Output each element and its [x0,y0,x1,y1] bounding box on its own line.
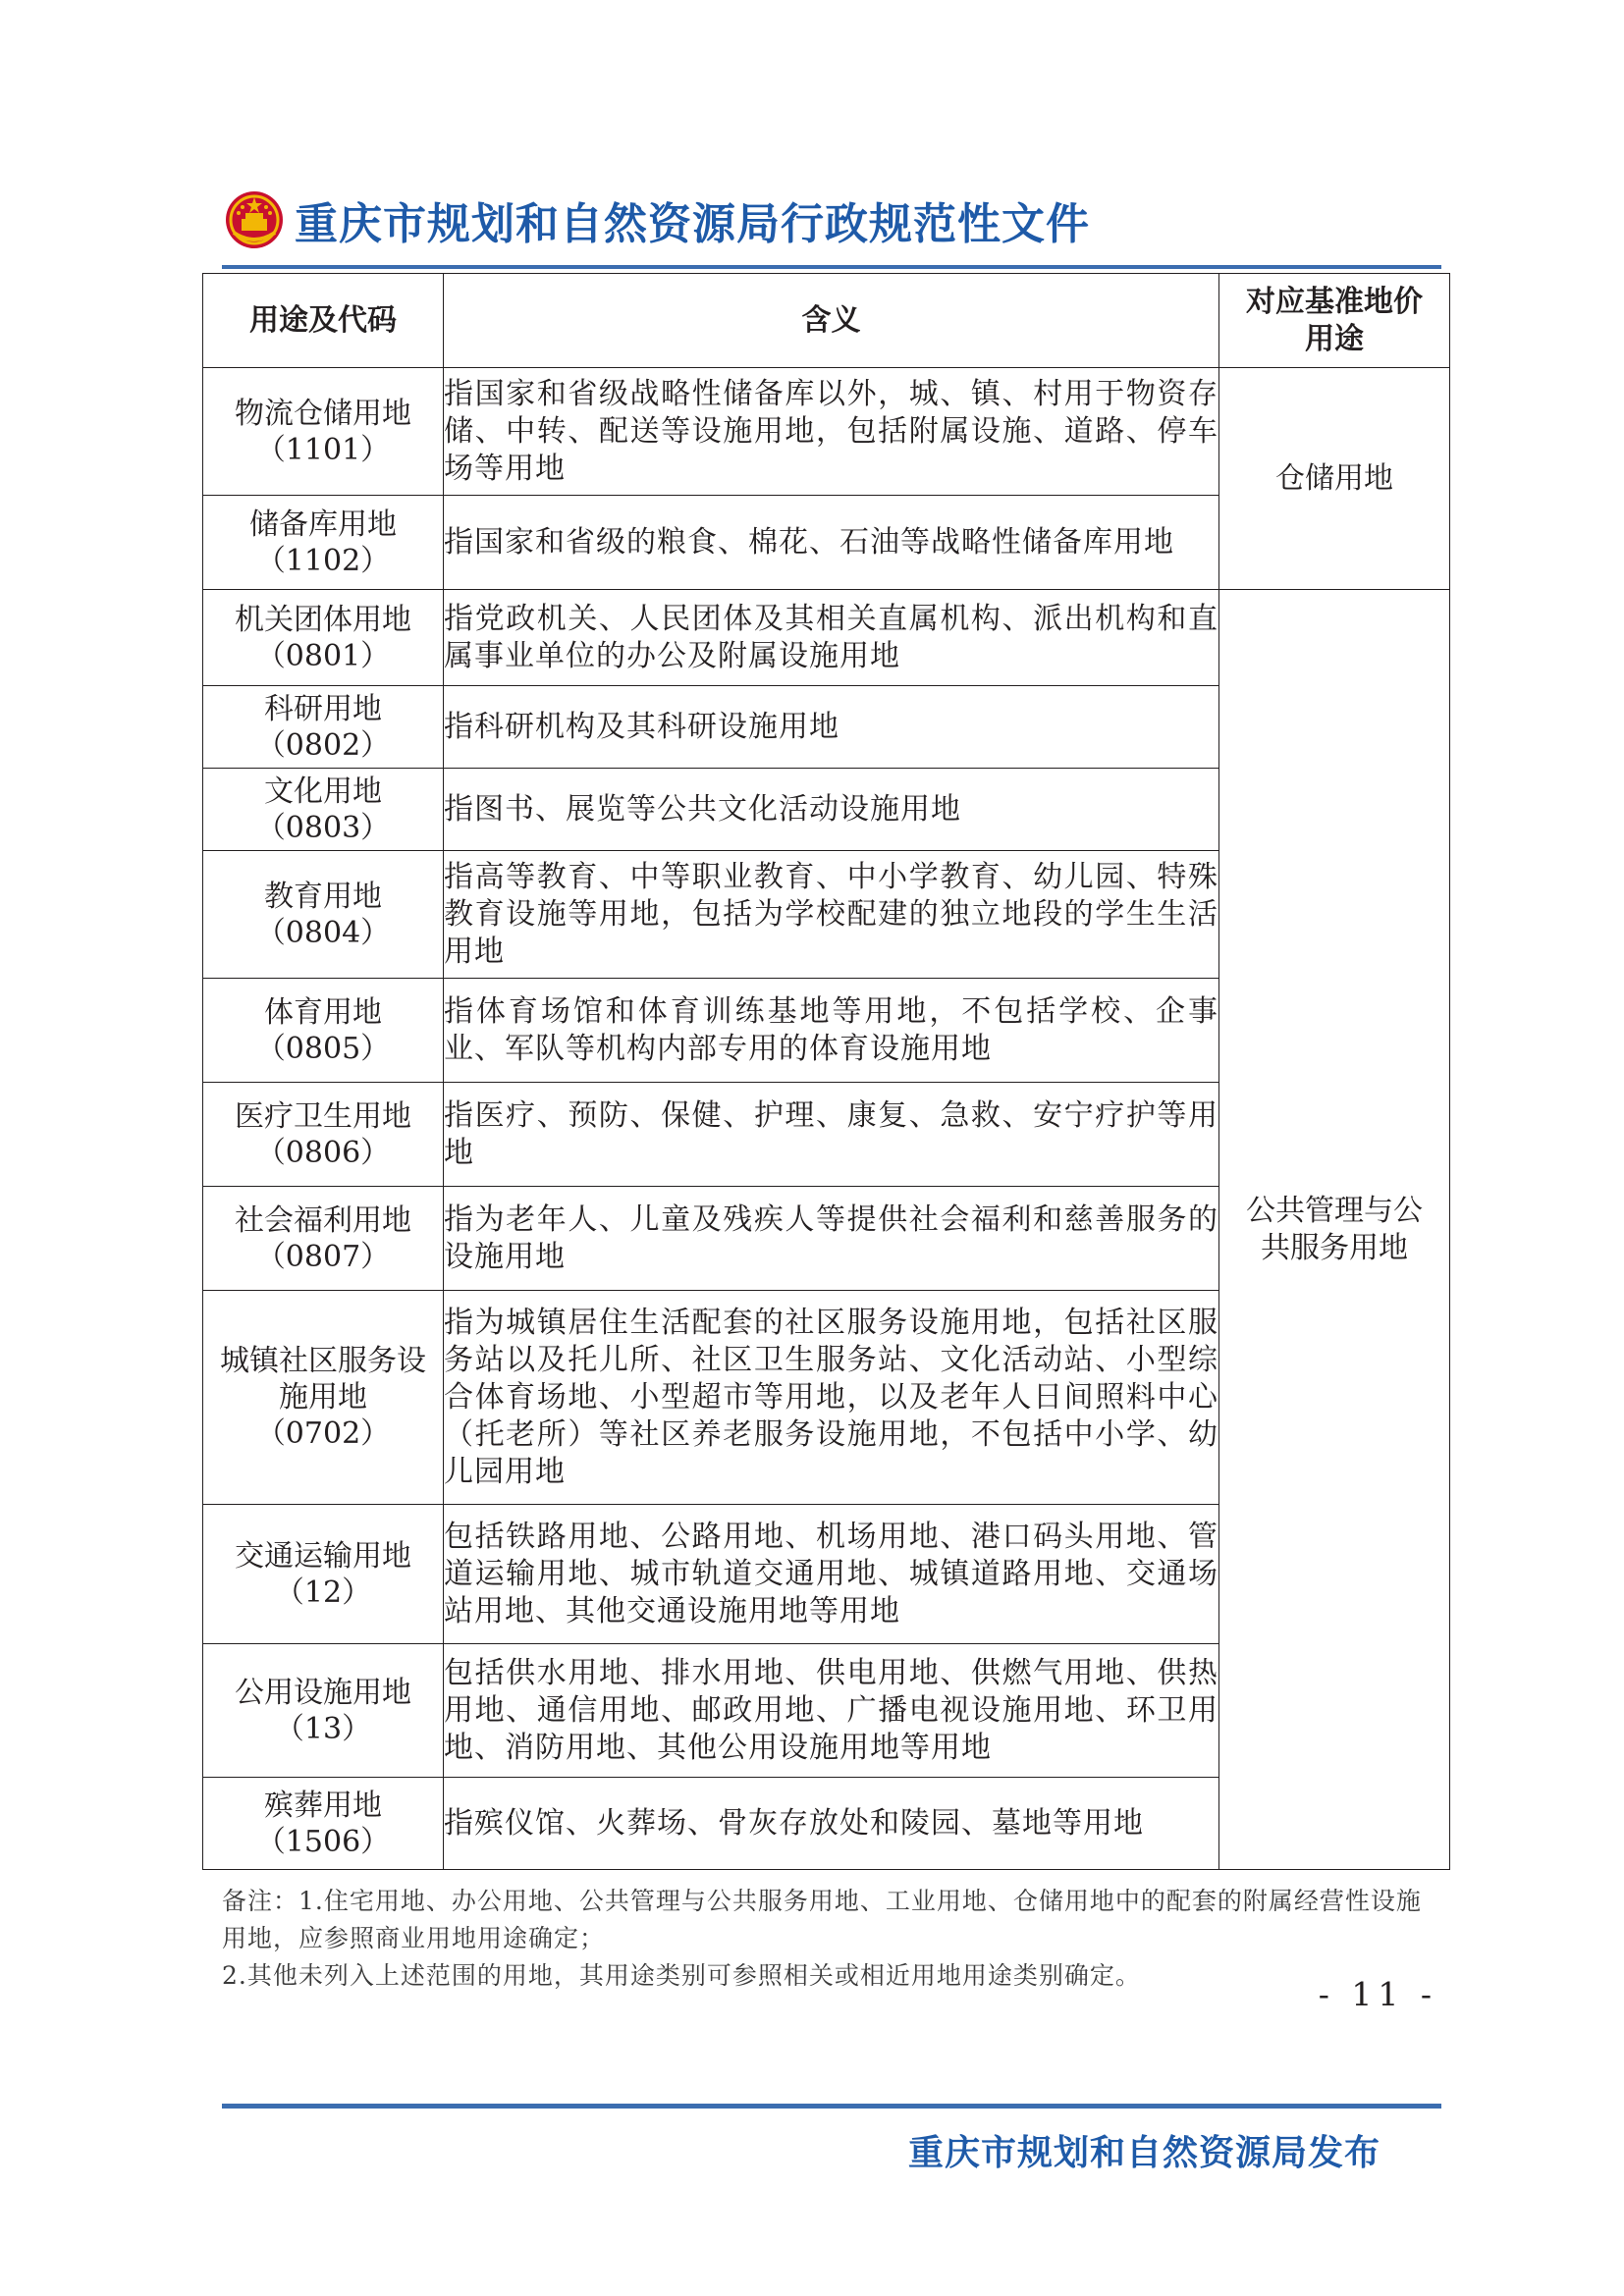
note-1: 备注：1.住宅用地、办公用地、公共管理与公共服务用地、工业用地、仓储用地中的配套的附属经营性设施用地，应参照商业用地用途确定； [222,1887,1422,1952]
document-title: 重庆市规划和自然资源局行政规范性文件 [295,199,1090,249]
meaning-cell: 指图书、展览等公共文化活动设施用地 [444,769,1219,851]
use-cell: 交通运输用地 （12） [203,1505,444,1644]
use-cell: 机关团体用地 （0801） [203,590,444,686]
use-cell: 科研用地 （0802） [203,686,444,769]
meaning-cell: 指高等教育、中等职业教育、中小学教育、幼儿园、特殊教育设施等用地，包括为学校配建的独立地段的学生生活用地 [444,851,1219,979]
use-cell: 社会福利用地 （0807） [203,1187,444,1291]
column-header-base-price-use: 对应基准地价用途 [1219,274,1450,368]
page-number: - 11 - [1318,1975,1437,2013]
table-row [203,590,1450,686]
use-cell: 医疗卫生用地 （0806） [203,1083,444,1187]
meaning-cell: 指国家和省级战略性储备库以外，城、镇、村用于物资存储、中转、配送等设施用地，包括附属设施、道路、停车场等用地 [444,368,1219,496]
meaning-cell: 指科研机构及其科研设施用地 [444,686,1219,769]
use-cell: 城镇社区服务设施用地 （0702） [203,1291,444,1505]
use-cell: 公用设施用地 （13） [203,1644,444,1778]
use-cell: 体育用地 （0805） [203,979,444,1083]
meaning-cell: 指为老年人、儿童及残疾人等提供社会福利和慈善服务的设施用地 [444,1187,1219,1291]
column-header-use: 用途及代码 [203,274,444,368]
column-header-meaning: 含义 [444,274,1219,368]
table-row [203,368,1450,496]
base-price-group-storage: 仓储用地 [1219,368,1450,590]
meaning-cell: 包括供水用地、排水用地、供电用地、供燃气用地、供热用地、通信用地、邮政用地、广播电视设施用地、环卫用地、消防用地、其他公用设施用地等用地 [444,1644,1219,1778]
use-cell: 文化用地 （0803） [203,769,444,851]
meaning-cell: 指殡仪馆、火葬场、骨灰存放处和陵园、墓地等用地 [444,1778,1219,1870]
meaning-cell: 指医疗、预防、保健、护理、康复、急救、安宁疗护等用地 [444,1083,1219,1187]
footer-divider [222,2104,1441,2109]
use-cell: 殡葬用地 （1506） [203,1778,444,1870]
meaning-cell: 指体育场馆和体育训练基地等用地，不包括学校、企事业、军队等机构内部专用的体育设施用地 [444,979,1219,1083]
meaning-cell: 包括铁路用地、公路用地、机场用地、港口码头用地、管道运输用地、城市轨道交通用地、城镇道路用地、交通场站用地、其他交通设施用地等用地 [444,1505,1219,1644]
meaning-cell: 指党政机关、人民团体及其相关直属机构、派出机构和直属事业单位的办公及附属设施用地 [444,590,1219,686]
use-cell: 储备库用地 （1102） [203,496,444,590]
meaning-cell: 指为城镇居住生活配套的社区服务设施用地，包括社区服务站以及托儿所、社区卫生服务站、文化活动站、小型综合体育场地、小型超市等用地，以及老年人日间照料中心（托老所）等社区养老服务设施用地，不包括中小学、幼儿园用地 [444,1291,1219,1505]
base-price-group-public-service: 公共管理与公共服务用地 [1219,590,1450,1870]
meaning-cell: 指国家和省级的粮食、棉花、石油等战略性储备库用地 [444,496,1219,590]
document-header [224,187,1090,253]
table-header-row [203,274,1450,368]
table-notes [222,1883,1439,1995]
land-use-table [202,273,1450,1870]
use-cell: 物流仓储用地 （1101） [203,368,444,496]
header-divider [222,265,1441,269]
footer-publisher: 重庆市规划和自然资源局发布 [907,2133,1380,2173]
note-2: 2.其他未列入上述范围的用地，其用途类别可参照相关或相近用地用途类别确定。 [222,1961,1141,1990]
national-emblem-icon [224,189,285,250]
use-cell: 教育用地 （0804） [203,851,444,979]
